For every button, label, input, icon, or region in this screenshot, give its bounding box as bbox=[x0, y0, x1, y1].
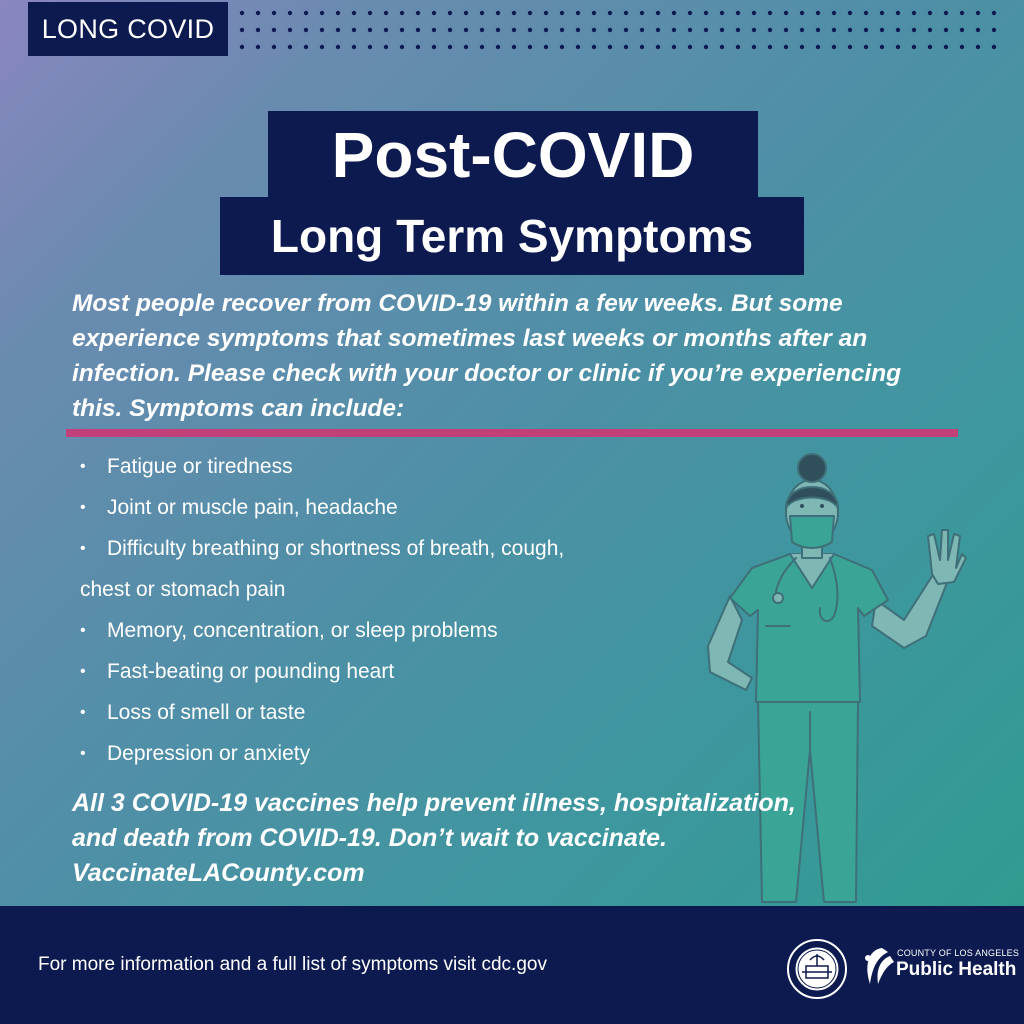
decor-dot bbox=[864, 11, 868, 15]
decor-dot bbox=[624, 45, 628, 49]
decor-dot bbox=[448, 28, 452, 32]
decor-dot bbox=[976, 28, 980, 32]
decor-dot bbox=[752, 11, 756, 15]
decor-dot bbox=[272, 11, 276, 15]
decor-dot bbox=[384, 28, 388, 32]
decor-dot bbox=[928, 11, 932, 15]
footer-info-text: For more information and a full list of symptoms visit cdc.gov bbox=[38, 954, 547, 975]
decor-dot bbox=[784, 45, 788, 49]
decor-dot bbox=[496, 11, 500, 15]
decor-dot bbox=[512, 11, 516, 15]
decor-dot bbox=[368, 28, 372, 32]
symptom-text: Difficulty breathing or shortness of breath, cough, bbox=[107, 537, 565, 560]
decor-dot bbox=[560, 11, 564, 15]
title-line-1: Post-COVID bbox=[268, 111, 758, 199]
decor-dot bbox=[384, 45, 388, 49]
decor-dot bbox=[864, 45, 868, 49]
decor-dot bbox=[592, 45, 596, 49]
list-item bbox=[80, 651, 720, 692]
decor-dot bbox=[944, 11, 948, 15]
decor-dot bbox=[704, 11, 708, 15]
decor-dot bbox=[464, 28, 468, 32]
decor-dot bbox=[496, 45, 500, 49]
decor-dot bbox=[480, 28, 484, 32]
decor-dot bbox=[416, 11, 420, 15]
decor-dot bbox=[256, 45, 260, 49]
decor-dot bbox=[896, 28, 900, 32]
decor-dot bbox=[256, 28, 260, 32]
decor-dot bbox=[960, 28, 964, 32]
decor-dot bbox=[944, 45, 948, 49]
decor-dot bbox=[736, 45, 740, 49]
symptom-list bbox=[80, 446, 720, 774]
decor-dot bbox=[992, 45, 996, 49]
symptom-text: Loss of smell or taste bbox=[107, 701, 306, 724]
decor-dot bbox=[528, 28, 532, 32]
decor-dot bbox=[688, 11, 692, 15]
decor-dot bbox=[800, 11, 804, 15]
decor-dot bbox=[656, 45, 660, 49]
decor-dot bbox=[704, 45, 708, 49]
list-item bbox=[80, 528, 720, 569]
decor-dot bbox=[432, 28, 436, 32]
decor-dot bbox=[816, 11, 820, 15]
divider-rule bbox=[66, 429, 958, 437]
decor-dot bbox=[240, 45, 244, 49]
decor-dot bbox=[672, 11, 676, 15]
decor-dot bbox=[304, 45, 308, 49]
decor-dot bbox=[336, 11, 340, 15]
decor-dot bbox=[784, 28, 788, 32]
decor-dot bbox=[464, 11, 468, 15]
decor-dot bbox=[960, 11, 964, 15]
decor-dot bbox=[768, 28, 772, 32]
decor-dot bbox=[608, 28, 612, 32]
decor-dot bbox=[448, 45, 452, 49]
decor-dot bbox=[800, 45, 804, 49]
bullet-icon: • bbox=[80, 704, 86, 721]
decor-dot bbox=[576, 11, 580, 15]
decor-dot bbox=[624, 28, 628, 32]
decor-dot bbox=[352, 11, 356, 15]
decor-dot bbox=[848, 28, 852, 32]
decor-dot bbox=[288, 11, 292, 15]
bullet-icon: • bbox=[80, 622, 86, 639]
list-item bbox=[80, 446, 720, 487]
bullet-icon: • bbox=[80, 499, 86, 516]
decor-dot bbox=[928, 45, 932, 49]
county-seal-icon bbox=[786, 938, 848, 1000]
decor-dot bbox=[848, 45, 852, 49]
intro-paragraph: Most people recover from COVID-19 within a few weeks. But some experience symptoms that sometimes last weeks or months after an infection. Please check with your doctor or clinic if you’re experiencing this. Symptoms can include: bbox=[72, 290, 902, 422]
decor-dot bbox=[592, 28, 596, 32]
decor-dot bbox=[640, 45, 644, 49]
decor-dot bbox=[736, 11, 740, 15]
decor-dot bbox=[272, 45, 276, 49]
decor-dot bbox=[320, 28, 324, 32]
decor-dot bbox=[544, 45, 548, 49]
decor-dot bbox=[912, 28, 916, 32]
symptom-text: Memory, concentration, or sleep problems bbox=[107, 619, 498, 642]
bullet-icon: • bbox=[80, 663, 86, 680]
decor-dot bbox=[448, 11, 452, 15]
bullet-icon: • bbox=[80, 458, 86, 475]
decor-dot bbox=[800, 28, 804, 32]
list-item bbox=[80, 487, 720, 528]
decor-dot bbox=[240, 28, 244, 32]
decor-dot bbox=[336, 28, 340, 32]
decor-dot bbox=[672, 45, 676, 49]
decor-dot bbox=[928, 28, 932, 32]
decor-dot bbox=[528, 45, 532, 49]
decor-dot bbox=[912, 45, 916, 49]
decor-dot bbox=[624, 11, 628, 15]
decor-dot bbox=[512, 28, 516, 32]
bullet-icon: • bbox=[80, 745, 86, 762]
symptom-text: Joint or muscle pain, headache bbox=[107, 496, 398, 519]
decor-dot bbox=[816, 28, 820, 32]
list-item-continuation bbox=[80, 569, 720, 610]
decor-dot bbox=[528, 11, 532, 15]
decor-dot bbox=[368, 45, 372, 49]
decor-dot bbox=[896, 45, 900, 49]
decor-dot bbox=[752, 28, 756, 32]
decor-dot bbox=[720, 28, 724, 32]
decor-dot bbox=[720, 45, 724, 49]
decor-dot bbox=[688, 45, 692, 49]
decor-dot bbox=[992, 28, 996, 32]
decor-dot bbox=[416, 45, 420, 49]
bullet-icon: • bbox=[80, 540, 86, 557]
decor-dot bbox=[720, 11, 724, 15]
decor-dot bbox=[752, 45, 756, 49]
decor-dot bbox=[288, 28, 292, 32]
decor-dot bbox=[656, 11, 660, 15]
title-line-2: Long Term Symptoms bbox=[220, 197, 804, 275]
long-covid-tag: LONG COVID bbox=[28, 2, 228, 56]
decor-dot bbox=[352, 45, 356, 49]
decor-dot bbox=[432, 11, 436, 15]
decor-dot bbox=[784, 11, 788, 15]
list-item bbox=[80, 692, 720, 733]
decor-dot bbox=[608, 45, 612, 49]
decor-dot bbox=[976, 45, 980, 49]
dot-grid-decoration bbox=[236, 8, 1006, 52]
decor-dot bbox=[304, 11, 308, 15]
footer-bar bbox=[0, 906, 1024, 1024]
decor-dot bbox=[848, 11, 852, 15]
decor-dot bbox=[256, 11, 260, 15]
decor-dot bbox=[592, 11, 596, 15]
logo-public-health-text: Public Health bbox=[896, 959, 1017, 980]
decor-dot bbox=[688, 28, 692, 32]
decor-dot bbox=[992, 11, 996, 15]
decor-dot bbox=[976, 11, 980, 15]
decor-dot bbox=[880, 11, 884, 15]
decor-dot bbox=[912, 11, 916, 15]
decor-dot bbox=[672, 28, 676, 32]
decor-dot bbox=[496, 28, 500, 32]
decor-dot bbox=[240, 11, 244, 15]
decor-dot bbox=[640, 11, 644, 15]
decor-dot bbox=[608, 11, 612, 15]
decor-dot bbox=[704, 28, 708, 32]
decor-dot bbox=[304, 28, 308, 32]
decor-dot bbox=[544, 11, 548, 15]
decor-dot bbox=[416, 28, 420, 32]
public-health-logo bbox=[860, 944, 1020, 994]
decor-dot bbox=[880, 28, 884, 32]
decor-dot bbox=[352, 28, 356, 32]
decor-dot bbox=[944, 28, 948, 32]
decor-dot bbox=[400, 45, 404, 49]
symptom-text: Depression or anxiety bbox=[107, 742, 311, 765]
decor-dot bbox=[480, 11, 484, 15]
decor-dot bbox=[544, 28, 548, 32]
decor-dot bbox=[336, 45, 340, 49]
decor-dot bbox=[560, 45, 564, 49]
vaccine-message-line-1: All 3 COVID-19 vaccines help prevent illness, hospitalization, bbox=[72, 789, 796, 817]
decor-dot bbox=[832, 45, 836, 49]
decor-dot bbox=[576, 45, 580, 49]
symptom-text: chest or stomach pain bbox=[80, 578, 286, 601]
decor-dot bbox=[832, 11, 836, 15]
decor-dot bbox=[656, 28, 660, 32]
decor-dot bbox=[288, 45, 292, 49]
decor-dot bbox=[864, 28, 868, 32]
decor-dot bbox=[880, 45, 884, 49]
decor-dot bbox=[832, 28, 836, 32]
decor-dot bbox=[272, 28, 276, 32]
vaccine-website-link[interactable]: VaccinateLACounty.com bbox=[72, 859, 365, 887]
decor-dot bbox=[816, 45, 820, 49]
decor-dot bbox=[320, 45, 324, 49]
decor-dot bbox=[432, 45, 436, 49]
logo-county-text: COUNTY OF LOS ANGELES bbox=[897, 948, 1020, 958]
decor-dot bbox=[400, 11, 404, 15]
decor-dot bbox=[560, 28, 564, 32]
decor-dot bbox=[576, 28, 580, 32]
decor-dot bbox=[736, 28, 740, 32]
public-health-logo-icon bbox=[860, 944, 896, 988]
symptom-text: Fatigue or tiredness bbox=[107, 455, 293, 478]
list-item bbox=[80, 733, 720, 774]
decor-dot bbox=[320, 11, 324, 15]
decor-dot bbox=[368, 11, 372, 15]
vaccine-message bbox=[72, 786, 952, 891]
decor-dot bbox=[480, 45, 484, 49]
decor-dot bbox=[512, 45, 516, 49]
decor-dot bbox=[384, 11, 388, 15]
vaccine-message-line-2: and death from COVID-19. Don’t wait to vaccinate. bbox=[72, 824, 667, 852]
symptom-text: Fast-beating or pounding heart bbox=[107, 660, 395, 683]
list-item bbox=[80, 610, 720, 651]
decor-dot bbox=[960, 45, 964, 49]
decor-dot bbox=[640, 28, 644, 32]
decor-dot bbox=[768, 45, 772, 49]
decor-dot bbox=[768, 11, 772, 15]
decor-dot bbox=[400, 28, 404, 32]
decor-dot bbox=[896, 11, 900, 15]
decor-dot bbox=[464, 45, 468, 49]
